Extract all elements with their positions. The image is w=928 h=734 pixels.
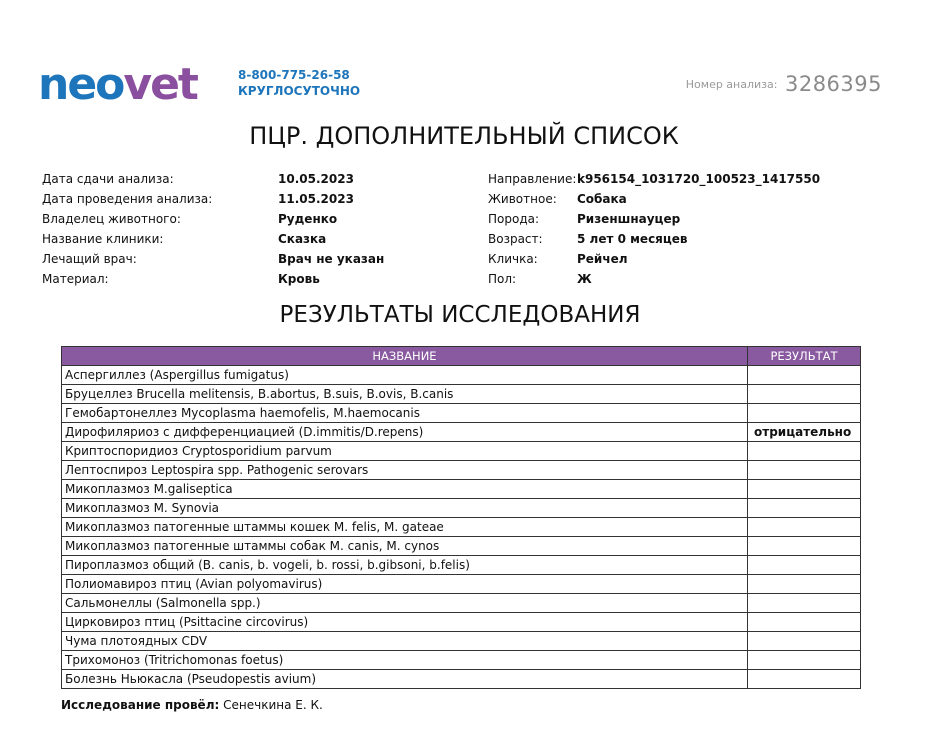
test-result-cell [748, 670, 861, 689]
test-name-cell: Микоплазмоз M.galiseptica [62, 480, 748, 499]
test-result-cell [748, 575, 861, 594]
info-value: Рейчел [577, 252, 628, 266]
test-result-cell [748, 556, 861, 575]
info-right-labels [488, 169, 576, 289]
info-value: Ж [577, 272, 592, 286]
info-label: Направление: [488, 172, 577, 186]
info-value: k956154_1031720_100523_1417550 [577, 172, 821, 186]
info-label: Материал: [42, 272, 109, 286]
info-left-values [278, 169, 384, 289]
table-row [62, 404, 861, 423]
test-name-cell: Цирковироз птиц (Psittacine circovirus) [62, 613, 748, 632]
column-header-name: НАЗВАНИЕ [62, 347, 748, 366]
analysis-number-label: Номер анализа: [685, 78, 778, 91]
table-header-row [62, 347, 861, 366]
analysis-number: 3286395 [784, 72, 882, 96]
table-row [62, 537, 861, 556]
test-name-cell: Бруцеллез Brucella melitensis, B.abortus, B.suis, B.ovis, B.canis [62, 385, 748, 404]
test-result-cell [748, 651, 861, 670]
table-row [62, 442, 861, 461]
info-value: Руденко [278, 212, 338, 226]
table-row [62, 651, 861, 670]
table-row [62, 366, 861, 385]
info-label: Название клиники: [42, 232, 164, 246]
table-row [62, 556, 861, 575]
table-row [62, 423, 861, 442]
analysis-number-block [686, 72, 882, 96]
info-label: Дата проведения анализа: [42, 192, 213, 206]
info-value: Кровь [278, 272, 320, 286]
info-left-labels [42, 169, 212, 289]
phone-number: 8-800-775-26-58 [238, 68, 350, 82]
info-label: Животное: [488, 192, 557, 206]
test-name-cell: Сальмонеллы (Salmonella spp.) [62, 594, 748, 613]
signer-line [61, 698, 323, 712]
test-result-cell [748, 537, 861, 556]
svg-text:neovet: neovet [38, 59, 197, 107]
info-value: Ризеншнауцер [577, 212, 681, 226]
table-row [62, 575, 861, 594]
test-result-cell: отрицательно [748, 423, 861, 442]
column-header-result: РЕЗУЛЬТАТ [748, 347, 861, 366]
info-label: Пол: [488, 272, 517, 286]
info-label: Лечащий врач: [42, 252, 137, 266]
test-name-cell: Лептоспироз Leptospira spp. Pathogenic serovars [62, 461, 748, 480]
info-value: Сказка [278, 232, 327, 246]
test-name-cell: Болезнь Ньюкасла (Pseudopestis avium) [62, 670, 748, 689]
table-row [62, 499, 861, 518]
test-result-cell [748, 518, 861, 537]
document-title: ПЦР. ДОПОЛНИТЕЛЬНЫЙ СПИСОК [249, 122, 679, 150]
results-title: РЕЗУЛЬТАТЫ ИССЛЕДОВАНИЯ [279, 302, 641, 328]
neovet-logo [38, 57, 198, 111]
test-result-cell [748, 499, 861, 518]
signer-name: Сенечкина Е. К. [223, 698, 323, 712]
table-row [62, 670, 861, 689]
test-name-cell: Микоплазмоз M. Synovia [62, 499, 748, 518]
test-result-cell [748, 594, 861, 613]
test-result-cell [748, 632, 861, 651]
table-row [62, 385, 861, 404]
info-right-values [577, 169, 820, 289]
info-label: Дата сдачи анализа: [42, 172, 174, 186]
test-name-cell: Микоплазмоз патогенные штаммы кошек M. felis, M. gateae [62, 518, 748, 537]
test-result-cell [748, 442, 861, 461]
hours-label: КРУГЛОСУТОЧНО [238, 84, 361, 98]
info-value: Собака [577, 192, 627, 206]
table-row [62, 594, 861, 613]
test-result-cell [748, 366, 861, 385]
test-name-cell: Криптоспоридиоз Cryptosporidium parvum [62, 442, 748, 461]
test-name-cell: Микоплазмоз патогенные штаммы собак M. canis, M. cynos [62, 537, 748, 556]
table-row [62, 632, 861, 651]
info-label: Возраст: [488, 232, 543, 246]
test-name-cell: Полиомавироз птиц (Avian polyomavirus) [62, 575, 748, 594]
test-result-cell [748, 461, 861, 480]
test-name-cell: Аспергиллез (Aspergillus fumigatus) [62, 366, 748, 385]
table-row [62, 480, 861, 499]
results-table-body [62, 366, 861, 689]
test-result-cell [748, 385, 861, 404]
info-label: Кличка: [488, 252, 538, 266]
signer-label: Исследование провёл: [61, 698, 220, 712]
results-table [61, 346, 861, 689]
info-label: Порода: [488, 212, 540, 226]
contact-block [238, 67, 360, 99]
test-result-cell [748, 404, 861, 423]
test-name-cell: Гемобартонеллез Mycoplasma haemofelis, M.haemocanis [62, 404, 748, 423]
info-value: 10.05.2023 [278, 172, 354, 186]
info-value: 5 лет 0 месяцев [577, 232, 688, 246]
table-row [62, 613, 861, 632]
test-name-cell: Чума плотоядных CDV [62, 632, 748, 651]
info-value: 11.05.2023 [278, 192, 354, 206]
test-name-cell: Дирофиляриоз с дифференциацией (D.immitis/D.repens) [62, 423, 748, 442]
test-name-cell: Пироплазмоз общий (B. canis, b. vogeli, b. rossi, b.gibsoni, b.felis) [62, 556, 748, 575]
test-result-cell [748, 613, 861, 632]
test-name-cell: Трихомоноз (Tritrichomonas foetus) [62, 651, 748, 670]
info-value: Врач не указан [278, 252, 385, 266]
table-row [62, 461, 861, 480]
info-label: Владелец животного: [42, 212, 181, 226]
test-result-cell [748, 480, 861, 499]
table-row [62, 518, 861, 537]
